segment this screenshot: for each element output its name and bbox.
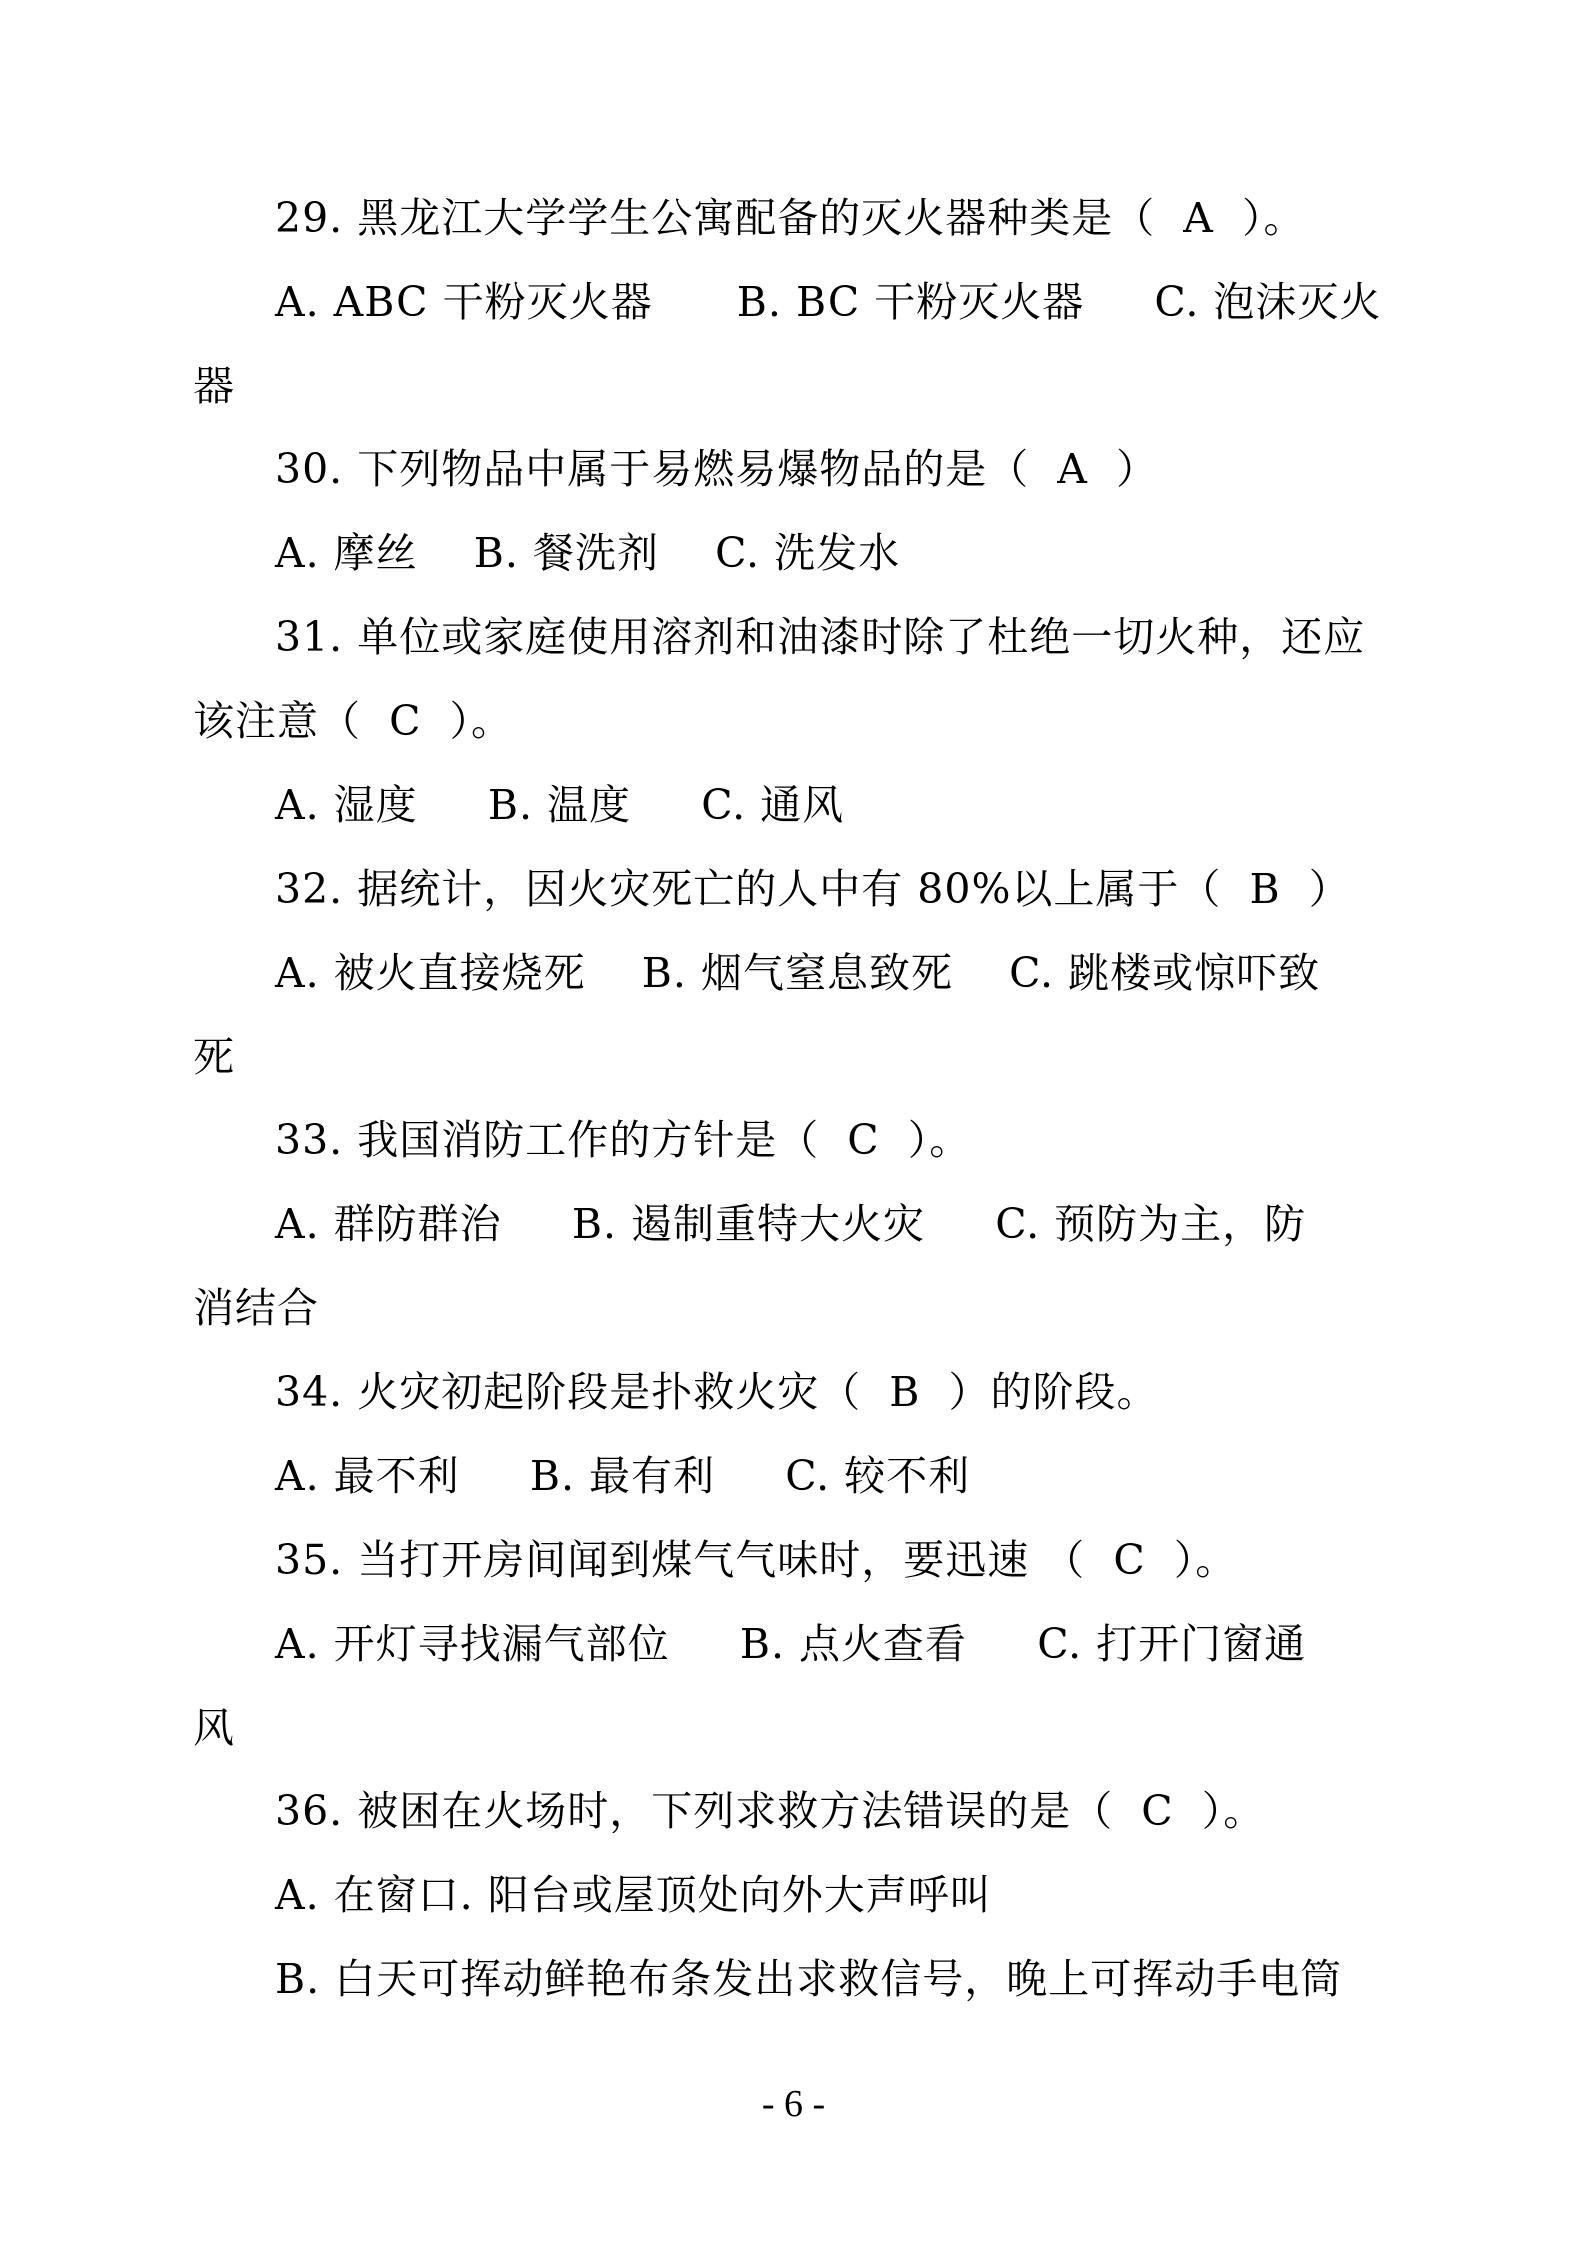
question-36-option-a: A. 在窗口. 阳台或屋顶处向外大声呼叫 xyxy=(275,1871,992,1919)
question-31-options: A. 湿度 B. 温度 C. 通风 xyxy=(275,781,845,829)
question-32-stem: 32. 据统计，因火灾死亡的人中有 80%以上属于（ B ） xyxy=(275,865,1351,913)
question-36-option-b: B. 白天可挥动鲜艳布条发出求救信号，晚上可挥动手电筒 xyxy=(275,1955,1343,2003)
question-33-stem: 33. 我国消防工作的方针是（ C ）。 xyxy=(275,1116,972,1164)
question-35-options: A. 开灯寻找漏气部位 B. 点火查看 C. 打开门窗通 xyxy=(275,1620,1307,1668)
question-31-stem-wrap: 该注意（ C ）。 xyxy=(193,697,514,745)
question-34-options: A. 最不利 B. 最有利 C. 较不利 xyxy=(275,1452,971,1500)
question-33-options: A. 群防群治 B. 遏制重特大火灾 C. 预防为主，防 xyxy=(275,1200,1307,1248)
question-29-options-wrap: 器 xyxy=(193,362,235,410)
question-34-stem: 34. 火灾初起阶段是扑救火灾（ B ）的阶段。 xyxy=(275,1368,1159,1416)
question-30-options: A. 摩丝 B. 餐洗剂 C. 洗发水 xyxy=(275,529,901,577)
question-29-options: A. ABC 干粉灭火器 B. BC 干粉灭火器 C. 泡沫灭火 xyxy=(275,278,1382,326)
question-33-options-wrap: 消结合 xyxy=(193,1284,319,1332)
question-32-options-wrap: 死 xyxy=(193,1033,235,1081)
question-35-stem: 35. 当打开房间闻到煤气气味时，要迅速 （ C ）。 xyxy=(275,1536,1238,1584)
question-35-options-wrap: 风 xyxy=(193,1704,235,1752)
question-29-stem: 29. 黑龙江大学学生公寓配备的灭火器种类是（ A ）。 xyxy=(275,194,1306,242)
question-31-stem: 31. 单位或家庭使用溶剂和油漆时除了杜绝一切火种，还应 xyxy=(275,613,1366,661)
page-number: - 6 - xyxy=(761,2083,826,2125)
question-30-stem: 30. 下列物品中属于易燃易爆物品的是（ A ） xyxy=(275,445,1158,493)
question-32-options: A. 被火直接烧死 B. 烟气窒息致死 C. 跳楼或惊吓致 xyxy=(275,949,1321,997)
question-36-stem: 36. 被困在火场时，下列求救方法错误的是（ C ）。 xyxy=(275,1787,1266,1835)
